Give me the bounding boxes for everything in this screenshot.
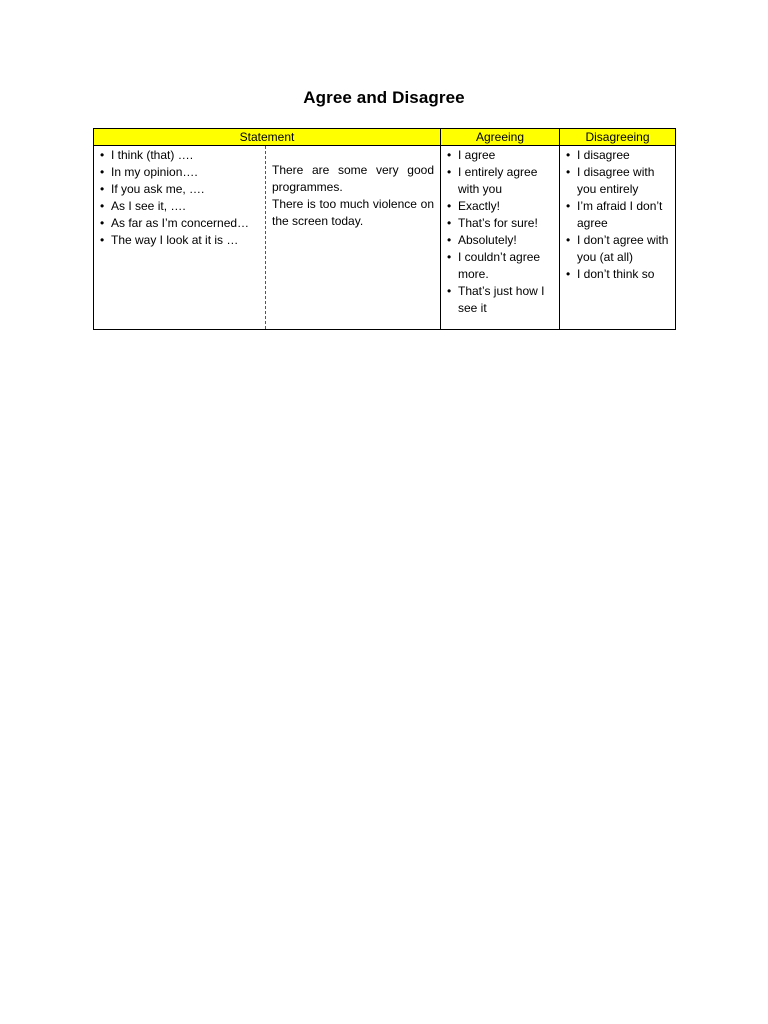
list-item: • I agree (445, 147, 555, 164)
statement-cell (94, 146, 441, 330)
list-item: • The way I look at it is … (98, 232, 265, 249)
list-item: • I think (that) …. (98, 147, 265, 164)
header-agreeing: Agreeing (441, 129, 560, 146)
list-item: • I disagree with you entirely (564, 164, 671, 198)
list-item: • If you ask me, …. (98, 181, 265, 198)
statement-phrases (94, 146, 266, 329)
table-header-row (94, 129, 676, 146)
list-item: • As I see it, …. (98, 198, 265, 215)
list-item: • I don’t think so (564, 266, 671, 283)
header-disagreeing: Disagreeing (560, 129, 676, 146)
list-item: • I disagree (564, 147, 671, 164)
example-sentence: There are some very good programmes. (272, 163, 434, 194)
list-item: • I don’t agree with you (at all) (564, 232, 671, 266)
list-item: • In my opinion…. (98, 164, 265, 181)
header-statement: Statement (94, 129, 441, 146)
list-item: • I entirely agree with you (445, 164, 555, 198)
phrases-table (93, 128, 676, 330)
statement-examples (266, 146, 440, 329)
list-item: • I couldn’t agree more. (445, 249, 555, 283)
agreeing-cell (441, 146, 560, 330)
list-item: • I’m afraid I don’t agree (564, 198, 671, 232)
page-title: Agree and Disagree (303, 88, 465, 107)
list-item: • That’s for sure! (445, 215, 555, 232)
disagreeing-cell (560, 146, 676, 330)
list-item: • Absolutely! (445, 232, 555, 249)
list-item: • Exactly! (445, 198, 555, 215)
list-item: • As far as I’m concerned… (98, 215, 265, 232)
list-item: • That’s just how I see it (445, 283, 555, 317)
example-sentence: There is too much violence on the screen today. (272, 197, 434, 228)
table-row (94, 146, 676, 330)
